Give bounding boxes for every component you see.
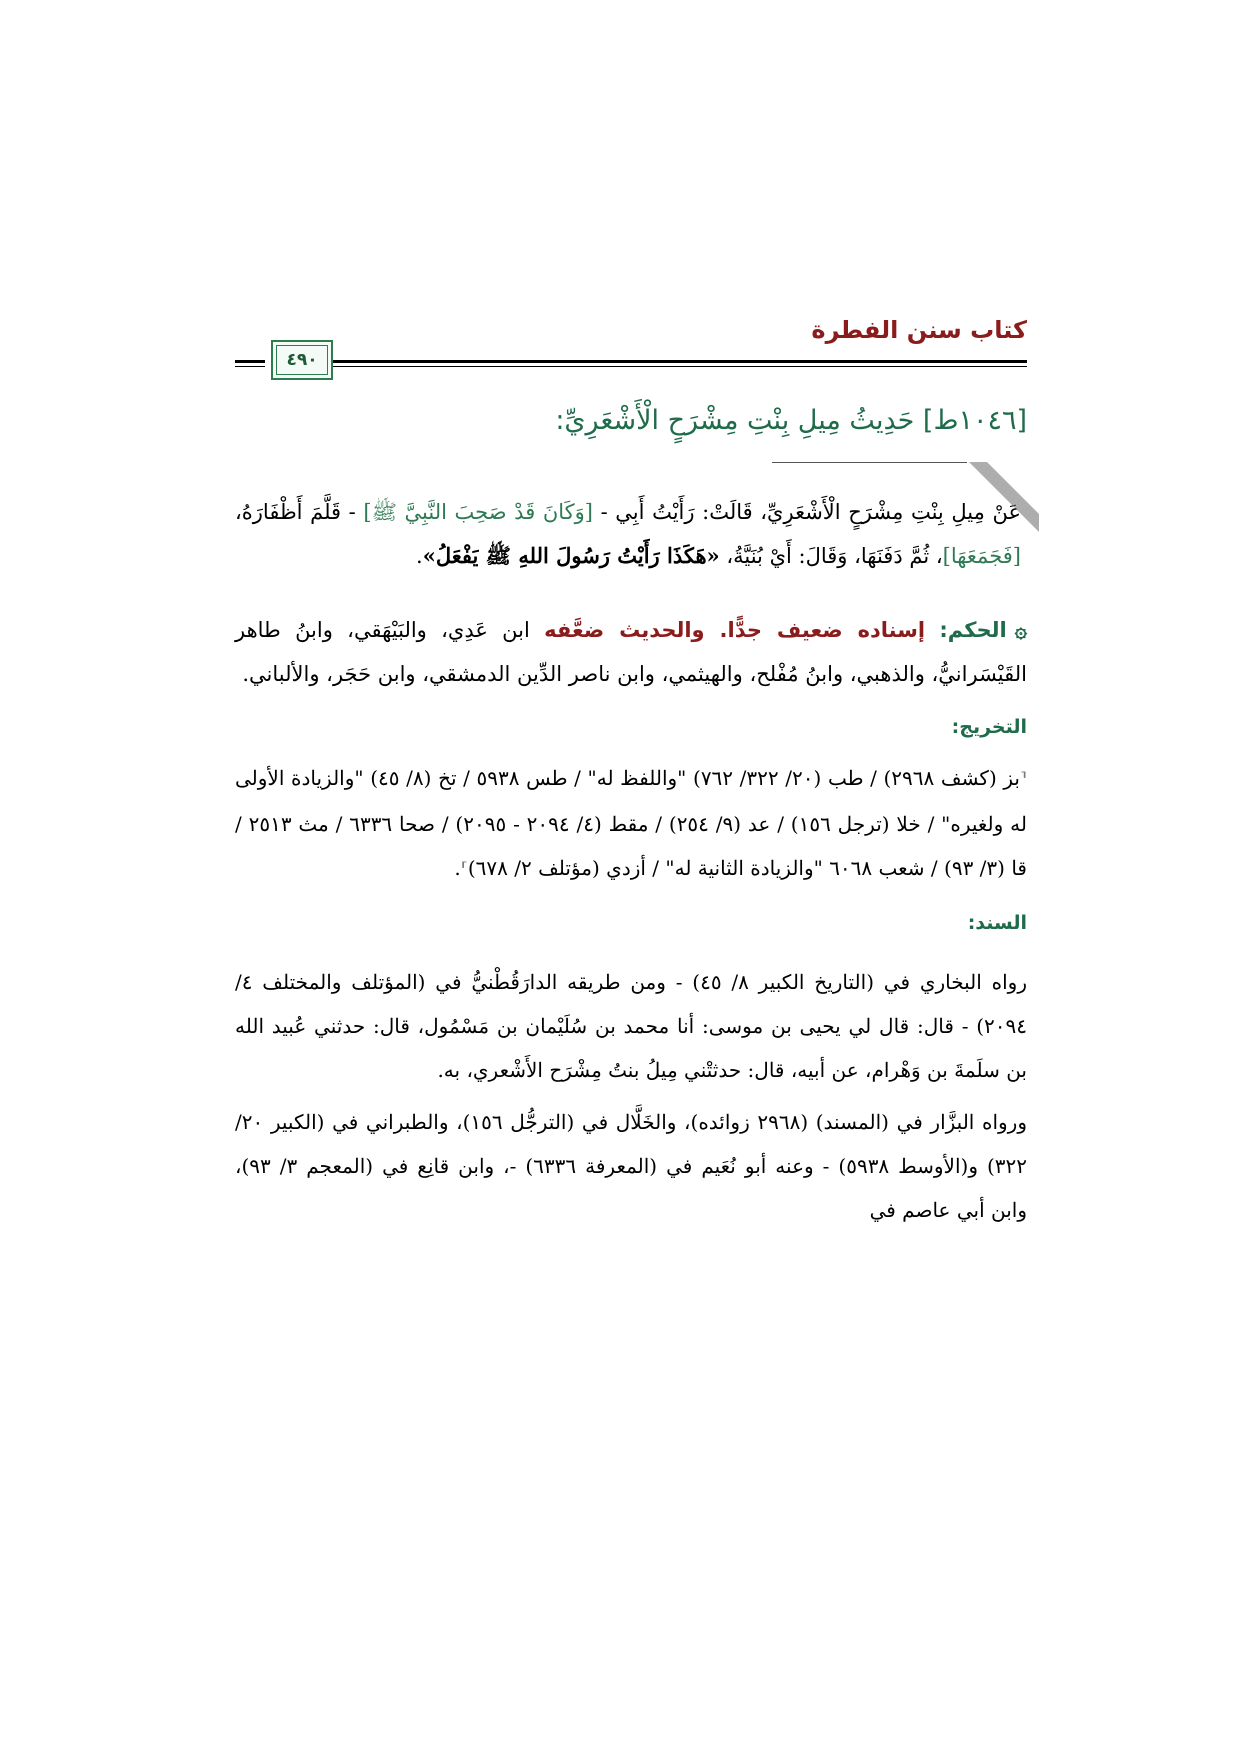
sanad-heading: السند: (967, 912, 1027, 934)
takhrij-end: . (454, 856, 461, 880)
page-header (235, 316, 1027, 406)
page (235, 316, 1027, 1636)
ruling (235, 608, 1027, 696)
hadith-text-end: . (416, 544, 423, 568)
takhrij-text (235, 756, 1027, 892)
hadith-title-text: حَدِيثُ مِيلِ بِنْتِ مِشْرَحٍ الْأَشْعَرِيِّ: (555, 405, 915, 436)
header-rule-left (235, 360, 265, 363)
hadith-text-part2: - قَلَّمَ أَظْفَارَهُ، (235, 500, 364, 524)
hadith-number: [١٠٤٦ط] (922, 405, 1027, 436)
takhrij-open-mark: ⸢ (1019, 769, 1027, 790)
ornament-icon: ۞ (1014, 617, 1027, 642)
takhrij-close-mark: ⸣ (460, 859, 468, 880)
ruling-text: ابن عَدِي، والبَيْهَقي، وابنُ طاهر القَيْسَرانيُّ، والذهبي، وابنُ مُفْلح، والهيثمي، وابن ناصر الدِّين الدمشقي، وابن حَجَر، والألباني. (235, 618, 1027, 686)
header-rule-thin (307, 366, 1027, 367)
header-rule (307, 360, 1027, 363)
sanad-paragraph-1: رواه البخاري في (التاريخ الكبير ٨/ ٤٥) - ومن طريقه الدارَقُطْنيُّ في (المؤتلف والمختلف ٤/ ٢٠٩٤) - قال: قال لي يحيى بن موسى: أنا محمد بن سُلَيْمان بن مَسْمُول، قال: حدثني عُبيد الله بن سلَمةَ بن وَهْرام، عن أبيه، قال: حدثتْني مِيلُ بنتُ مِشْرَح الأَشْعري، به. (235, 970, 1028, 1082)
page-number-badge (271, 340, 333, 380)
sanad-section (235, 960, 1027, 1232)
hadith-text (235, 490, 1021, 578)
header-rule-left-thin (235, 366, 265, 367)
ruling-verdict: إسناده ضعيف جدًّا. والحديث ضعَّفه (544, 618, 926, 642)
takhrij-body: بز (كشف ٢٩٦٨) / طب (٢٠/ ٣٢٢/ ٧٦٢) "واللفظ له" / طس ٥٩٣٨ / تخ (٨/ ٤٥) "والزيادة الأولى له ولغيره" / خلا (ترجل ١٥٦) / عد (٩/ ٢٥٤) / مقط (٤/ ٢٠٩٤ - ٢٠٩٥) / صحا ٦٣٣٦ / مث ٢٥١٣ / قا (٣/ ٩٣) / شعب ٦٠٦٨ "والزيادة الثانية له" / أزدي (مؤتلف ٢/ ٦٧٨) (235, 766, 1027, 880)
hadith-text-part3: ، ثُمَّ دَفَنَهَا، وَقَالَ: أَيْ بُنَيَّةُ، (719, 544, 943, 568)
page-number: ٤٩٠ (276, 345, 328, 375)
hadith-box (235, 462, 1027, 578)
hadith-addition-1: [وَكَانَ قَدْ صَحِبَ النَّبِيَّ ﷺ] (363, 500, 593, 524)
sanad-paragraph-2: ورواه البزَّار في (المسند) (٢٩٦٨ زوائده)، والخَلَّال في (الترجُّل ١٥٦)، والطبراني في (الكبير ٢٠/ ٣٢٢) و(الأوسط ٥٩٣٨) - وعنه أبو نُعَيم في (المعرفة ٦٣٣٦) -، وابن قانِع في (المعجم ٣/ ٩٣)، وابن أبي عاصم في (235, 1110, 1028, 1222)
ruling-label: الحكم: (939, 618, 1007, 642)
hadith-text-part1: عَنْ مِيلِ بِنْتِ مِشْرَحٍ الْأَشْعَرِيِّ، قَالَتْ: رَأَيْتُ أَبِي - (593, 500, 1021, 524)
box-divider (772, 462, 967, 463)
hadith-quote: «هَكَذَا رَأَيْتُ رَسُولَ اللهِ ﷺ يَفْعَلُ» (422, 543, 720, 568)
hadith-addition-2: [فَجَمَعَهَا] (942, 544, 1021, 568)
book-title: كتاب سنن الفطرة (811, 316, 1027, 344)
corner-ornament-inner (987, 462, 1039, 514)
takhrij-heading: التخريج: (951, 716, 1027, 738)
